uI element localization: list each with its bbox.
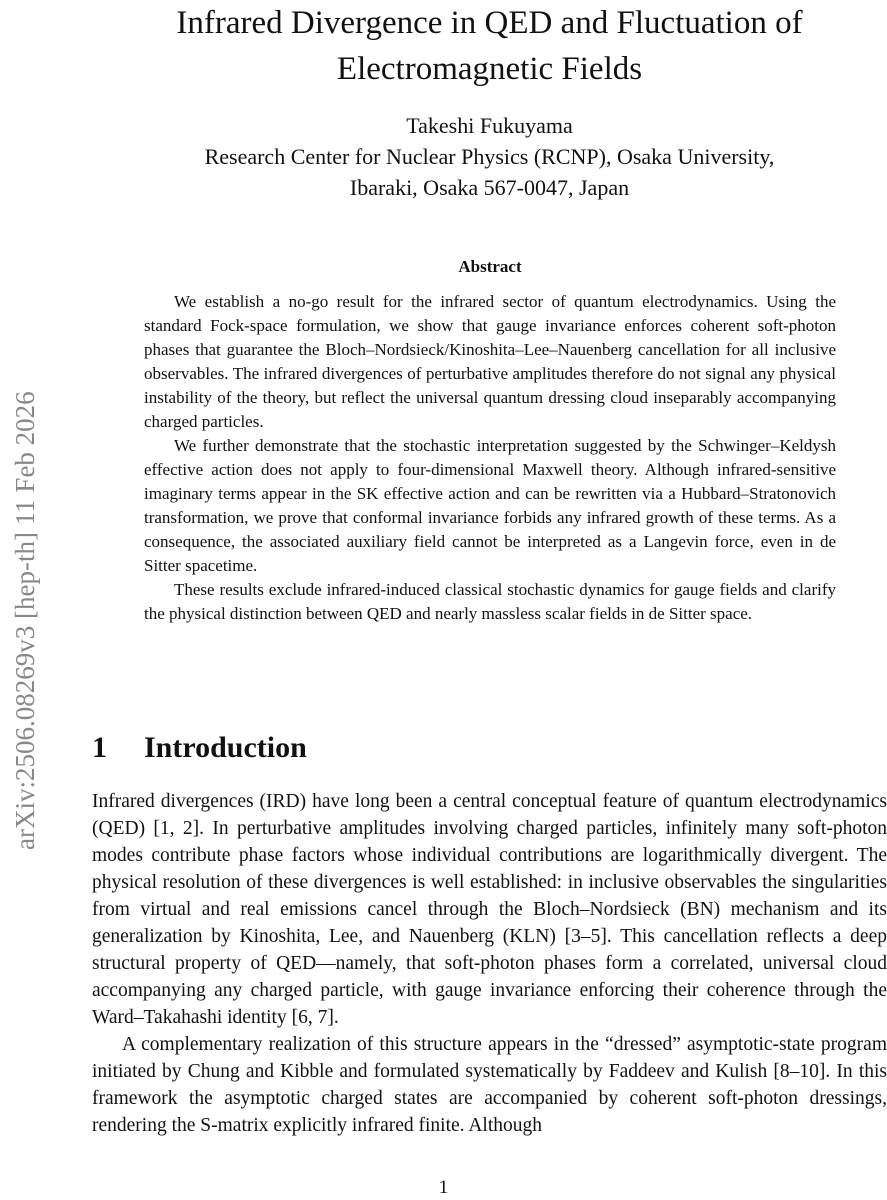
section-number: 1 [92,731,107,764]
paper-title-line-2: Electromagnetic Fields [336,51,643,87]
paper-title-line-1: Infrared Divergence in QED and Fluctuation of [176,5,803,41]
page-number: 1 [438,1177,449,1198]
paper-title [92,0,887,92]
author-affiliation-line-1: Research Center for Nuclear Physics (RCNP), Osaka University, [204,144,775,169]
introduction-body [92,788,887,1139]
body-paragraph: Infrared divergences (IRD) have long been a central conceptual feature of quantum electrodynamics (QED) [1, 2]. In perturbative amplitudes involving charged particles, infinitely many soft-photon modes contribute phase factors whose individual contributions are logarithmically divergent. The physical resolution of these divergences is well established: in inclusive observables the singularities from virtual and real emissions cancel through the Bloch–Nordsieck (BN) mechanism and its generalization by Kinoshita, Lee, and Nauenberg (KLN) [3–5]. This cancellation reflects a deep structural property of QED—namely, that soft-photon phases form a correlated, universal cloud accompanying any charged particle, with gauge invariance enforcing their coherence through the Ward–Takahashi identity [6, 7]. [92,791,887,1028]
section-title: Introduction [144,731,307,764]
arxiv-identifier-stamp [8,230,42,850]
author-block [92,110,887,203]
abstract-paragraph: We further demonstrate that the stochastic interpretation suggested by the Schwinger–Keldysh effective action does not apply to four-dimensional Maxwell theory. Although infrared-sensitive imaginary terms appear in the SK effective action and can be rewritten via a Hubbard–Stratonovich transformation, we prove that conformal invariance forbids any infrared growth of these terms. As a consequence, the associated auxiliary field cannot be interpreted as a Langevin force, even in de Sitter spacetime. [144,436,836,575]
arxiv-identifier-text: arXiv:2506.08269v3 [hep-th] 11 Feb 2026 [10,391,40,850]
abstract-body [144,290,836,626]
author-name: Takeshi Fukuyama [406,113,573,138]
abstract-paragraph: We establish a no-go result for the infrared sector of quantum electrodynamics. Using the standard Fock-space formulation, we show that gauge invariance enforces coherent soft-photon phases that guarantee the Bloch–Nordsieck/Kinoshita–Lee–Nauenberg cancellation for all inclusive observables. The infrared divergences of perturbative amplitudes therefore do not signal any physical instability of the theory, but reflect the universal quantum dressing cloud inseparably accompanying charged particles. [144,292,836,431]
abstract-heading: Abstract [458,257,522,276]
body-paragraph: A complementary realization of this structure appears in the “dressed” asymptotic-state program initiated by Chung and Kibble and formulated systematically by Faddeev and Kulish [8–10]. In this framework the asymptotic charged states are accompanied by coherent soft-photon dressings, rendering the S-matrix explicitly infrared finite. Although [92,1034,887,1136]
author-affiliation-line-2: Ibaraki, Osaka 567-0047, Japan [349,175,630,200]
abstract-paragraph: These results exclude infrared-induced classical stochastic dynamics for gauge fields and clarify the physical distinction between QED and nearly massless scalar fields in de Sitter space. [144,580,836,623]
section-heading-introduction [92,729,887,767]
